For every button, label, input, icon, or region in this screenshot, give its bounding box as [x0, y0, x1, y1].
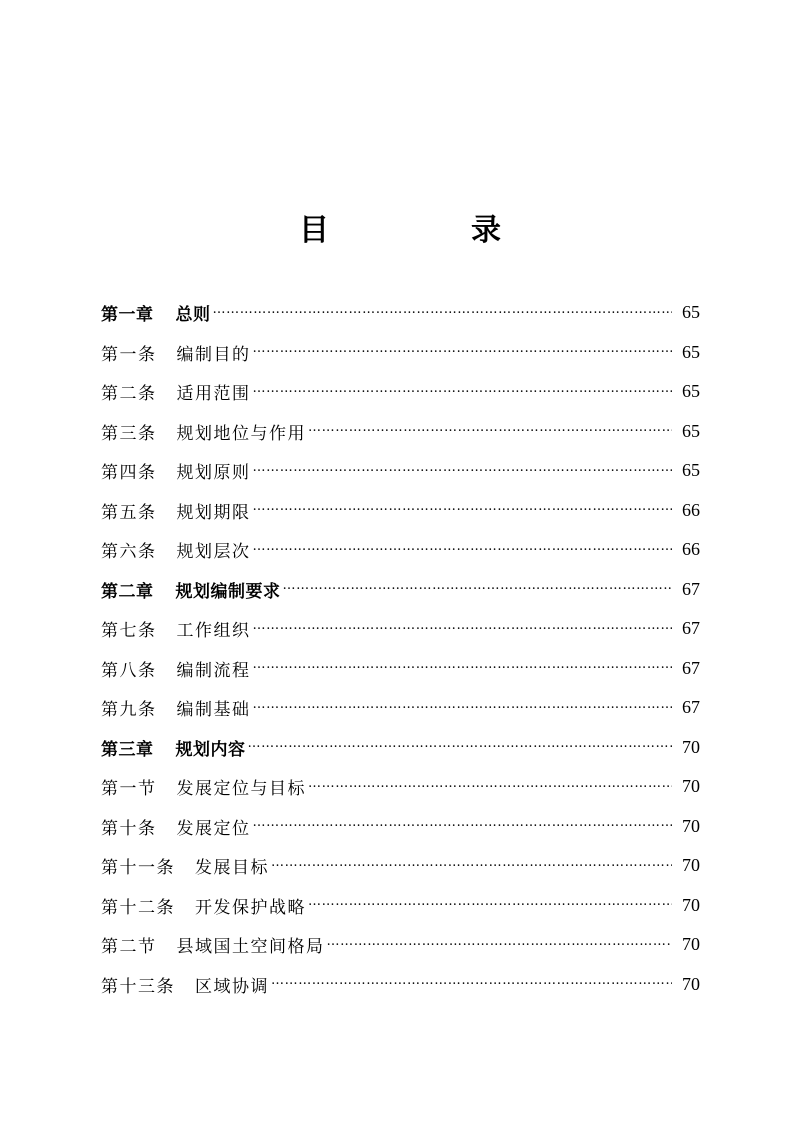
toc-entry-page-number: 65	[682, 381, 700, 402]
dot-leader	[253, 540, 673, 560]
toc-entry-title: 规划内容	[175, 739, 246, 760]
toc-entry-title: 编制流程	[176, 660, 251, 681]
dot-leader	[253, 698, 673, 718]
toc-entry-title: 编制目的	[176, 344, 251, 365]
toc-entry-label: 第九条	[101, 700, 157, 721]
toc-entry-title: 编制基础	[176, 700, 251, 721]
toc-entry-label: 第八条	[101, 660, 157, 681]
toc-entry-title: 发展目标	[195, 858, 269, 879]
toc-entry-page-number: 65	[682, 302, 700, 323]
toc-entry-label: 第三条	[101, 423, 157, 444]
toc-entry-label: 第二节	[101, 937, 157, 958]
toc-entry[interactable]	[101, 965, 700, 1005]
dot-leader	[283, 579, 673, 599]
toc-entry-title: 工作组织	[176, 621, 251, 642]
dot-leader	[253, 382, 673, 402]
toc-entry[interactable]	[101, 333, 700, 373]
toc-entry-page-number: 70	[682, 736, 700, 757]
toc-entry-label: 第十三条	[101, 976, 175, 997]
toc-entry[interactable]	[101, 649, 700, 689]
toc-entry-title: 县域国土空间格局	[176, 937, 325, 958]
toc-entry-label: 第四条	[101, 463, 157, 484]
toc-entry[interactable]	[101, 846, 700, 886]
toc-entry-page-number: 66	[682, 499, 700, 520]
dot-leader	[271, 974, 672, 994]
table-of-contents	[101, 293, 700, 1004]
page-title: 目 录	[299, 213, 557, 248]
toc-entry-label: 第十二条	[101, 897, 175, 918]
toc-entry[interactable]	[101, 807, 700, 847]
toc-chapter-entry[interactable]	[101, 293, 700, 333]
toc-chapter-entry[interactable]	[101, 570, 700, 610]
toc-entry-label: 第二章	[101, 581, 154, 602]
dot-leader	[308, 421, 672, 441]
toc-entry-label: 第一节	[101, 779, 157, 800]
toc-entry-page-number: 67	[682, 697, 700, 718]
toc-entry-page-number: 70	[682, 973, 700, 994]
toc-entry-page-number: 70	[682, 855, 700, 876]
toc-entry-title: 规划原则	[176, 463, 251, 484]
toc-entry-title: 规划期限	[176, 502, 251, 523]
toc-entry-page-number: 65	[682, 341, 700, 362]
dot-leader	[253, 500, 673, 520]
toc-entry-page-number: 67	[682, 578, 700, 599]
dot-leader	[308, 895, 672, 915]
toc-entry-label: 第六条	[101, 542, 157, 563]
dot-leader	[213, 303, 673, 323]
toc-entry[interactable]	[101, 886, 700, 926]
dot-leader	[253, 658, 673, 678]
toc-entry-label: 第一章	[101, 305, 154, 326]
toc-entry-label: 第二条	[101, 384, 157, 405]
toc-entry[interactable]	[101, 412, 700, 452]
toc-entry[interactable]	[101, 491, 700, 531]
toc-entry[interactable]	[101, 451, 700, 491]
toc-entry-title: 区域协调	[195, 976, 269, 997]
toc-entry[interactable]	[101, 372, 700, 412]
toc-entry-label: 第十条	[101, 818, 157, 839]
toc-entry-page-number: 70	[682, 776, 700, 797]
toc-entry-page-number: 70	[682, 815, 700, 836]
dot-leader	[253, 461, 673, 481]
toc-entry-title: 适用范围	[176, 384, 251, 405]
toc-entry-label: 第十一条	[101, 858, 175, 879]
toc-entry-page-number: 66	[682, 539, 700, 560]
dot-leader	[253, 816, 673, 836]
toc-chapter-entry[interactable]	[101, 728, 700, 768]
toc-entry[interactable]	[101, 767, 700, 807]
toc-entry-page-number: 67	[682, 618, 700, 639]
toc-entry-title: 开发保护战略	[195, 897, 306, 918]
toc-entry-page-number: 70	[682, 894, 700, 915]
toc-entry-label: 第七条	[101, 621, 157, 642]
toc-entry-page-number: 70	[682, 934, 700, 955]
dot-leader	[327, 935, 673, 955]
toc-entry-page-number: 65	[682, 460, 700, 481]
toc-entry[interactable]	[101, 688, 700, 728]
toc-entry-title: 发展定位	[176, 818, 251, 839]
toc-entry-page-number: 65	[682, 420, 700, 441]
toc-entry-label: 第一条	[101, 344, 157, 365]
toc-entry-title: 总则	[175, 305, 211, 326]
toc-entry-label: 第五条	[101, 502, 157, 523]
toc-entry-title: 规划地位与作用	[176, 423, 306, 444]
toc-entry[interactable]	[101, 925, 700, 965]
toc-entry[interactable]	[101, 530, 700, 570]
dot-leader	[253, 619, 673, 639]
toc-entry-title: 发展定位与目标	[176, 779, 306, 800]
toc-entry-page-number: 67	[682, 657, 700, 678]
toc-entry[interactable]	[101, 609, 700, 649]
toc-entry-title: 规划编制要求	[175, 581, 281, 602]
toc-entry-label: 第三章	[101, 739, 154, 760]
dot-leader	[253, 342, 673, 362]
dot-leader	[248, 737, 673, 757]
toc-entry-title: 规划层次	[176, 542, 251, 563]
dot-leader	[271, 856, 672, 876]
dot-leader	[308, 777, 672, 797]
